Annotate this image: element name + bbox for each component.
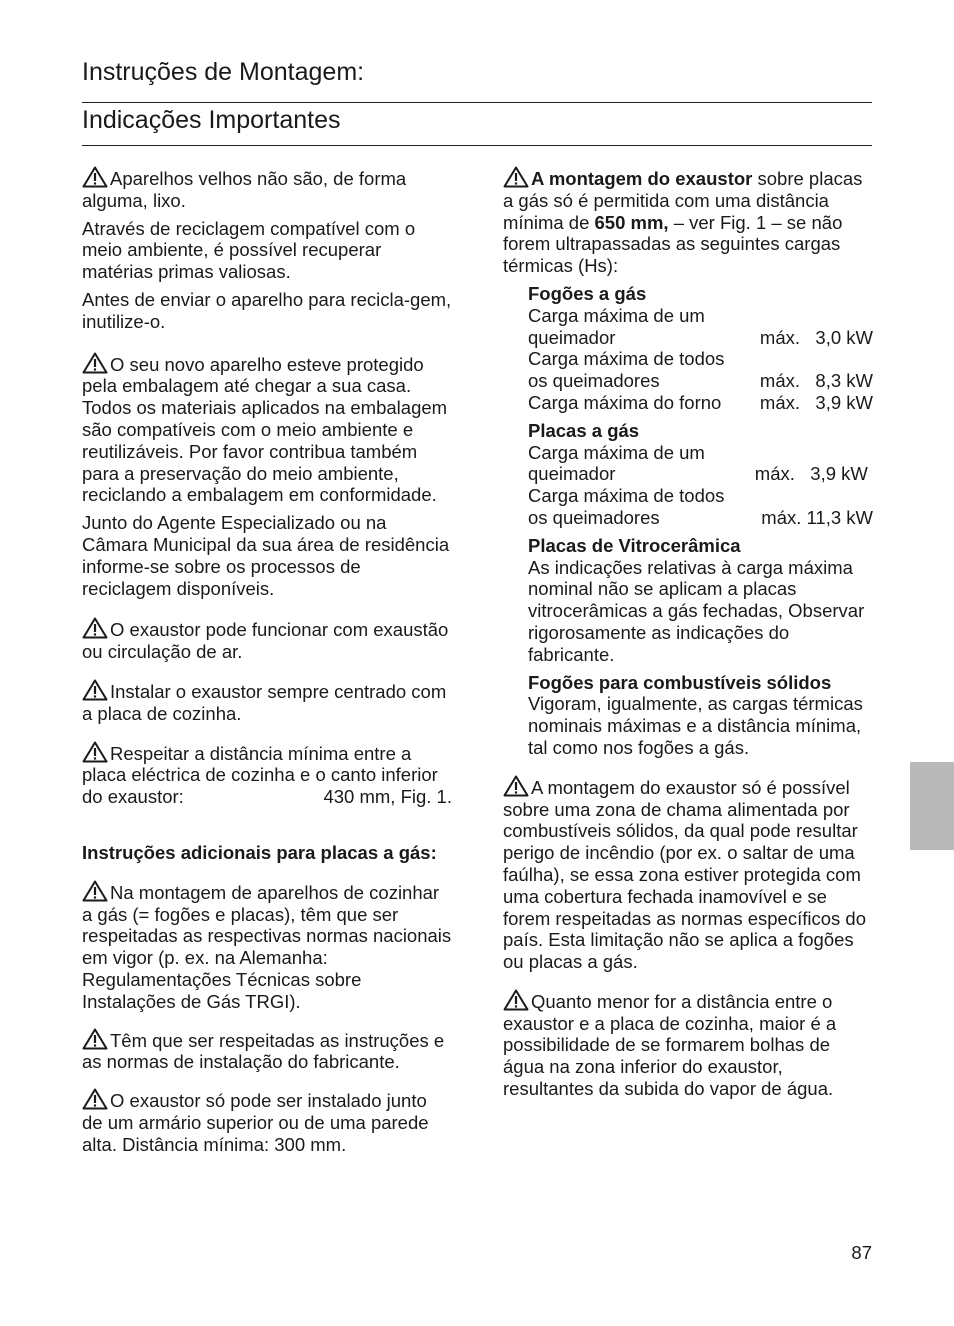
section-rule: [82, 145, 872, 146]
gas-stoves-heading: Fogões a gás: [528, 282, 647, 304]
paragraph-cabinet-install: O exaustor só pode ser instalado junto de um armário superior ou de uma parede alta. Distância mínima: 300 mm.: [82, 1090, 429, 1155]
solid-fuel-heading: Fogões para combustíveis sólidos: [528, 671, 832, 693]
gas-stoves-block: Fogões a gás Carga máxima de um queimador máx. 3,0 kW Carga máxima de todos os queimadores máx. 8,3 kW Carga máxima do forno máx. 3,9 kW: [528, 282, 873, 413]
warning-triangle-icon: [503, 989, 529, 1011]
ceramic-hobs-block: Placas de Vitrocerâmica As indicações relativas à carga máxima nominal não se aplicam a placas vitrocerâmicas a gás fechadas, Observar rigorosamente as indicações do fabricante.: [503, 535, 873, 666]
gas-hobs-heading: Placas a gás: [528, 419, 640, 441]
warning-triangle-icon: [82, 1028, 108, 1050]
warning-triangle-icon: [82, 741, 108, 763]
warning-triangle-icon: [503, 775, 529, 797]
warning-triangle-icon: [503, 166, 529, 188]
warning-triangle-icon: [82, 1088, 108, 1110]
warning-triangle-icon: [82, 166, 108, 188]
page-title: Instruções de Montagem:: [82, 58, 365, 86]
paragraph-manufacturer-norms: Têm que ser respeitadas as instruções e as normas de instalação do fabricante.: [82, 1029, 445, 1073]
page-number: 87: [851, 1242, 872, 1263]
warning-triangle-icon: [82, 617, 108, 639]
left-column: [82, 166, 452, 1155]
paragraph-recycling: Através de reciclagem compatível com o meio ambiente, é possível recuperar matérias primas valiosas.: [82, 217, 416, 283]
gas-hobs-all-burners-row: os queimadores máx. 11,3 kW: [528, 506, 873, 528]
paragraph-old-appliances: Aparelhos velhos não são, de forma alguma, lixo.: [82, 168, 407, 211]
ceramic-hobs-heading: Placas de Vitrocerâmica: [528, 534, 741, 556]
warning-triangle-icon: [82, 679, 108, 701]
section-title: Indicações Importantes: [82, 106, 341, 134]
gas-hobs-block: Placas a gás Carga máxima de um queimador máx. 3,9 kW Carga máxima de todos os queimadores máx. 11,3 kW: [528, 419, 873, 528]
gas-stoves-single-burner-row: queimador máx. 3,0 kW: [528, 326, 873, 348]
electric-distance-value: 430 mm,: [323, 786, 396, 808]
paragraph-packaging: O seu novo aparelho esteve protegido pela embalagem até chegar a sua casa. Todos os materiais aplicados na embalagem são compatíveis com o meio ambiente e reutilizáveis. Por favor contribua também para a preservação do meio ambiente, reciclando a embalagem em conformidade.: [82, 353, 448, 506]
paragraph-centered-install: Instalar o exaustor sempre centrado com a placa de cozinha.: [82, 680, 447, 724]
paragraph-solid-fuel-zone: A montagem do exaustor só é possível sobre uma zona de chama alimentada por combustíveis sólidos, da qual pode resultar perigo de incêndio (por ex. o saltar de uma faúlha), se essa zona estiver protegida com uma cobertura fechada inamovível e se forem respeitadas as normas específicos do país. Esta limitação não se aplica a fogões ou placas a gás.: [503, 776, 866, 973]
warning-triangle-icon: [82, 352, 108, 374]
paragraph-dealer-info: Junto do Agente Especializado ou na Câmara Municipal da sua área de residência informe-se sobre os processos de reciclagem disponíveis.: [82, 512, 450, 599]
paragraph-min-distance-electric: Respeitar a distância mínima entre a placa eléctrica de cozinha e o canto inferior: [82, 742, 438, 786]
paragraph-national-norms: Na montagem de aparelhos de cozinhar a gás (= fogões e placas), têm que ser respeitadas as respectivas normas nacionais em vigor (p. ex. na Alemanha: Regulamentações Técnicas sobre Instalações de Gás TRGI).: [82, 881, 452, 1012]
title-rule: [82, 102, 872, 103]
electric-distance-line: do exaustor: 430 mm, Fig. 1.: [82, 786, 452, 808]
paragraph-operation-mode: O exaustor pode funcionar com exaustão ou circulação de ar.: [82, 619, 449, 663]
gas-min-distance-value: 650 mm,: [594, 211, 669, 233]
warning-triangle-icon: [82, 880, 108, 902]
paragraph-water-droplets: Quanto menor for a distância entre o exaustor e a placa de cozinha, maior é a possibilidade de se formarem bolhas de água na zona inferior do exaustor, resultantes da subida do vapor de água.: [503, 990, 837, 1100]
paragraph-gas-installation: A montagem do exaustor sobre placas a gás só é permitida com uma distância mínima de 650 mm, – ver Fig. 1 – se não forem ultrapassadas as seguintes cargas térmicas (Hs):: [503, 168, 863, 277]
gas-stoves-oven-row: Carga máxima do forno máx. 3,9 kW: [528, 391, 873, 413]
right-column: [503, 166, 873, 1100]
paragraph-disable-before-recycling: Antes de enviar o aparelho para recicla-gem, inutilize-o.: [82, 288, 452, 332]
gas-stoves-all-burners-row: os queimadores máx. 8,3 kW: [528, 370, 873, 392]
gas-hobs-single-burner-row: queimador máx. 3,9 kW: [528, 463, 873, 485]
language-side-tab: [910, 762, 954, 850]
solid-fuel-block: Fogões para combustíveis sólidos Vigoram, igualmente, as cargas térmicas nominais máximas e a distância mínima, tal como nos fogões a gás.: [503, 672, 873, 759]
gas-instructions-heading: Instruções adicionais para placas a gás:: [82, 841, 437, 863]
